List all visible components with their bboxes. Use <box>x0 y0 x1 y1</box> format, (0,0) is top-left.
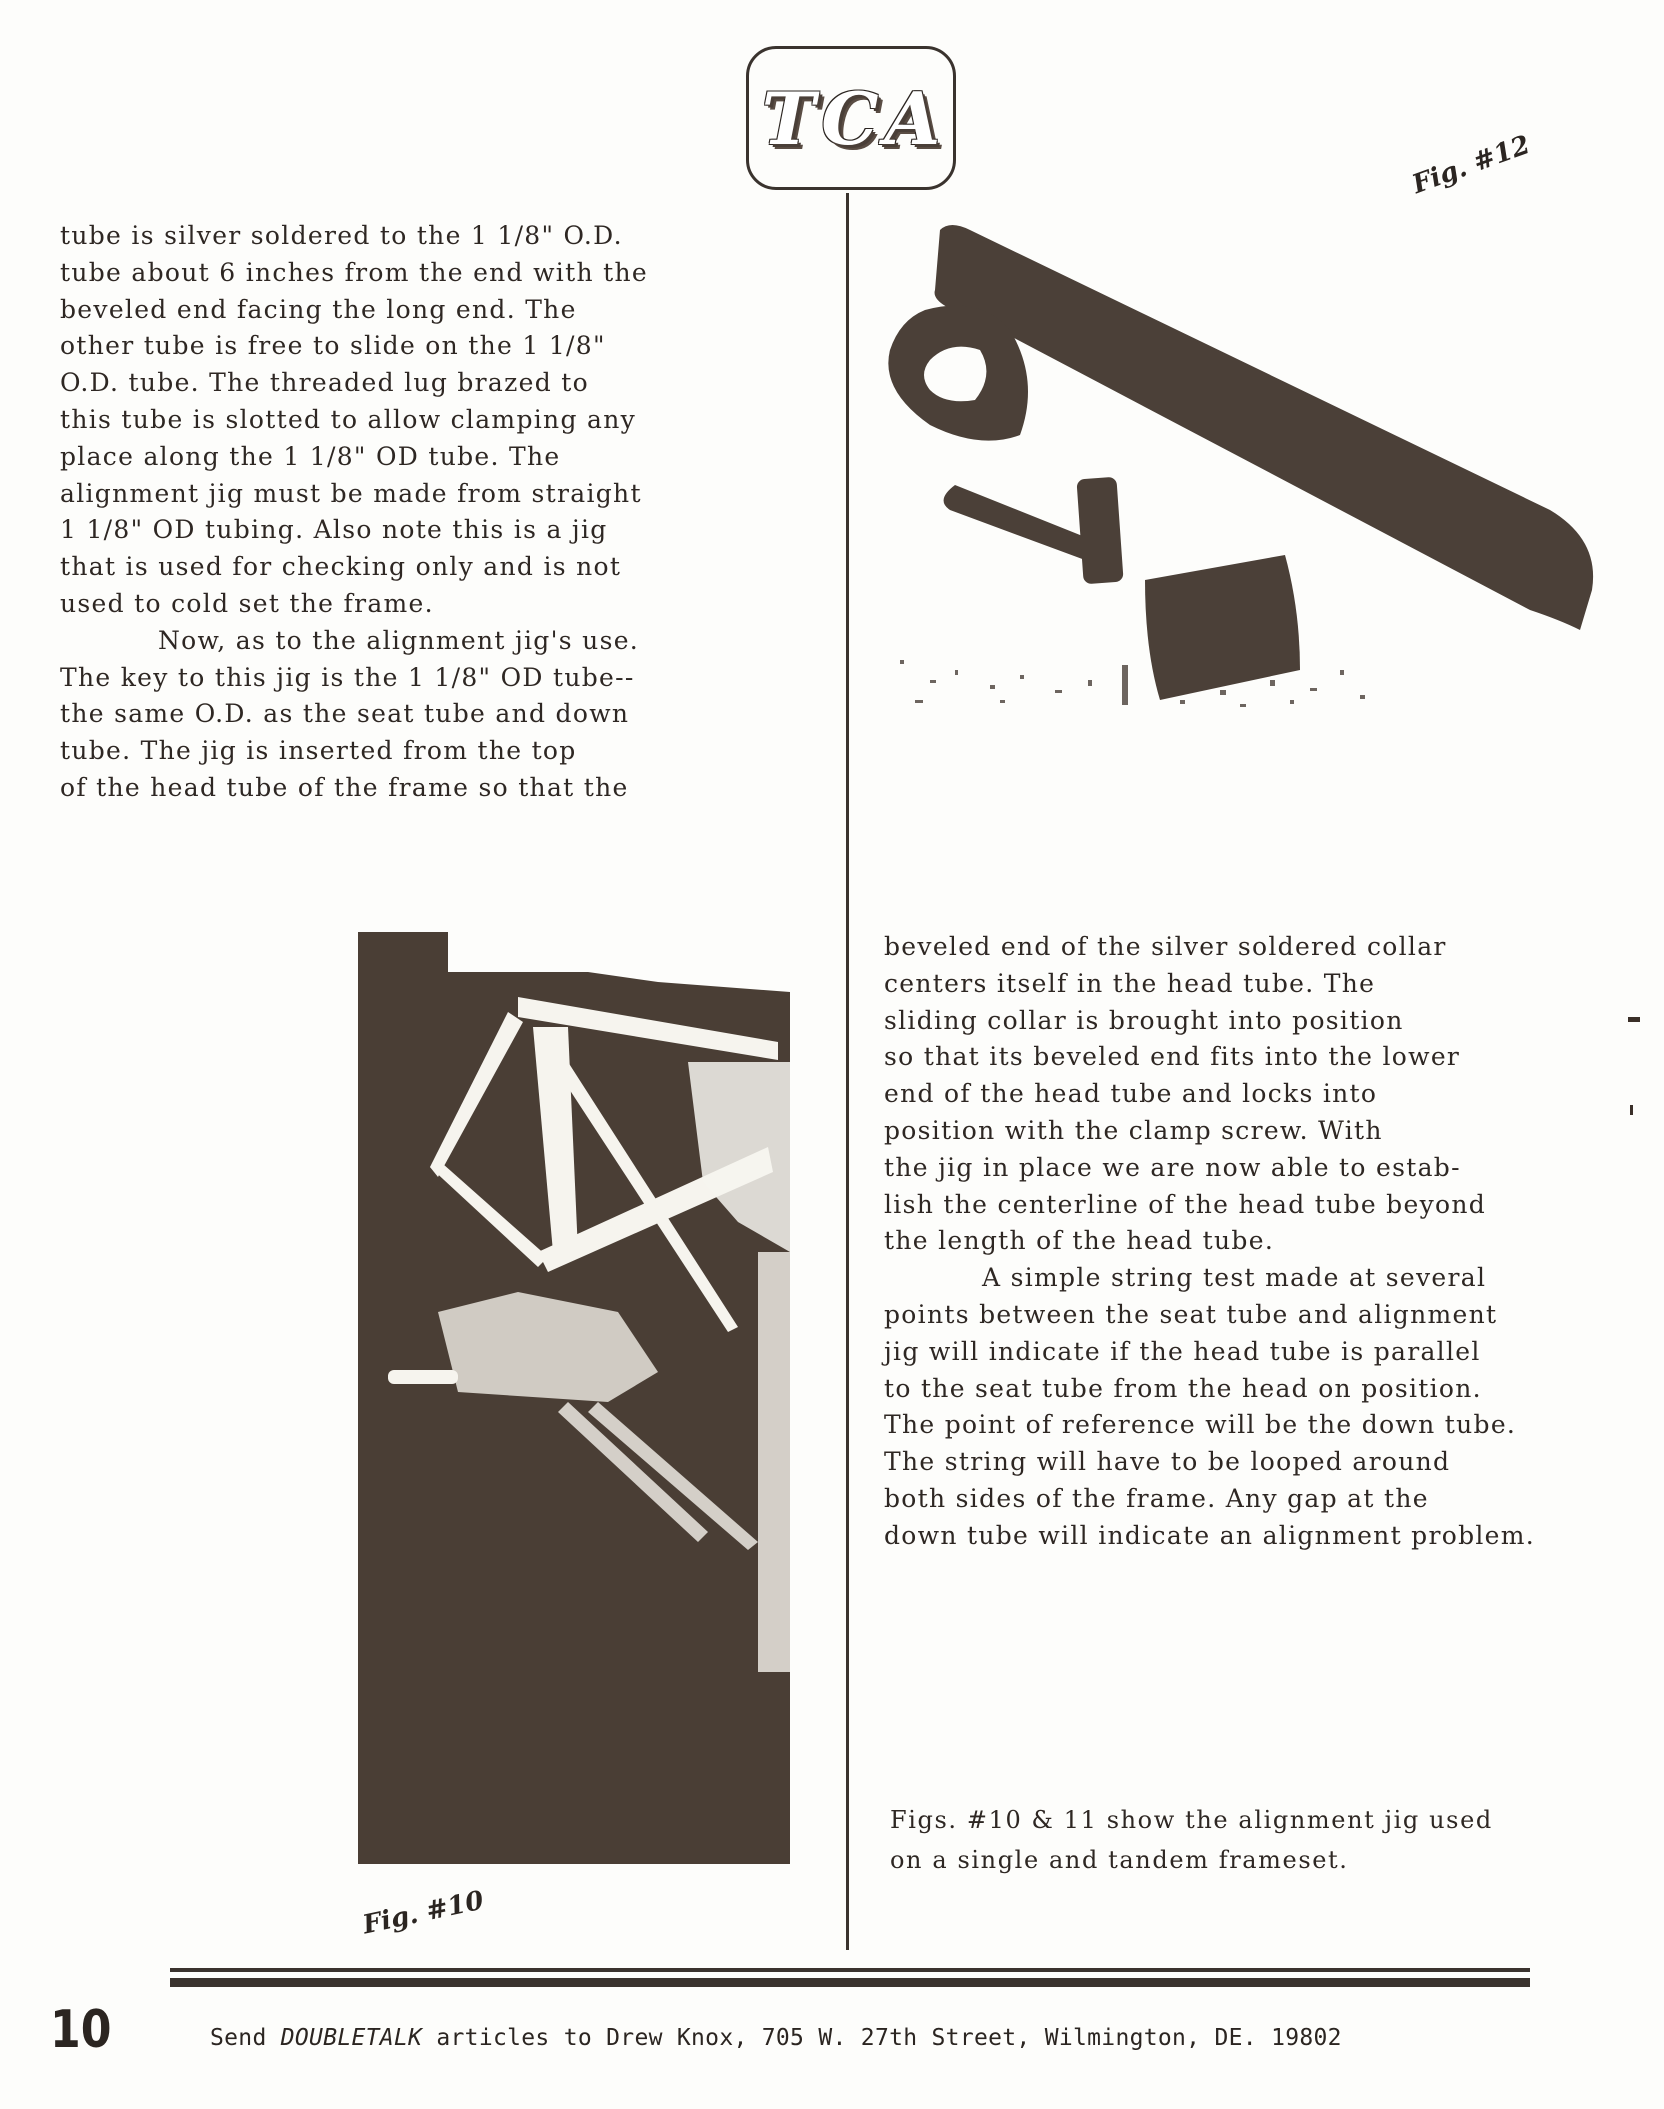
right-post <box>758 1252 790 1672</box>
footer-rule-thick <box>170 1978 1530 1987</box>
text-line: so that its beveled end fits into the lower <box>884 1042 1461 1072</box>
footer-address: articles to Drew Knox, 705 W. 27th Street, Wilmington, DE. 19802 <box>422 2025 1342 2051</box>
short-tube-2 <box>1076 477 1123 585</box>
logo-letter-c: C <box>821 75 879 161</box>
caption-line: on a single and tandem frameset. <box>890 1846 1349 1874</box>
scan-mark <box>1628 1017 1640 1022</box>
left-column-text <box>60 218 648 807</box>
fig12-label: Fig. #12 <box>1408 129 1535 201</box>
text-line: A simple string test made at several <box>982 1263 1487 1293</box>
scan-mark <box>1630 1105 1633 1115</box>
text-line: the jig in place we are now able to estab- <box>884 1152 1461 1182</box>
footer-rule-thin <box>170 1968 1530 1972</box>
text-line: the length of the head tube. <box>884 1226 1275 1256</box>
footer-prefix: Send <box>210 2025 281 2051</box>
text-line: tube. The jig is inserted from the top <box>60 736 577 766</box>
text-line: used to cold set the frame. <box>60 588 434 618</box>
text-line: both sides of the frame. Any gap at the <box>884 1483 1429 1513</box>
text-line: beveled end facing the long end. The <box>60 294 577 324</box>
text-line: Now, as to the alignment jig's use. <box>158 625 640 655</box>
text-line: tube about 6 inches from the end with the <box>60 257 648 287</box>
text-line: other tube is free to slide on the 1 1/8" <box>60 331 606 361</box>
publication-name: DOUBLETALK <box>280 2025 423 2051</box>
text-line: position with the clamp screw. With <box>884 1115 1383 1145</box>
text-line: alignment jig must be made from straight <box>60 478 642 508</box>
tca-logo <box>746 46 956 190</box>
logo-letter-a: A <box>884 75 941 161</box>
text-line: of the head tube of the frame so that the <box>60 772 629 802</box>
figure-caption <box>890 1800 1493 1880</box>
text-line: centers itself in the head tube. The <box>884 968 1376 998</box>
text-line: to the seat tube from the head on position. <box>884 1373 1482 1403</box>
handle <box>388 1370 458 1384</box>
right-column-text <box>884 929 1535 1555</box>
text-line: end of the head tube and locks into <box>884 1079 1378 1109</box>
text-line: place along the 1 1/8" OD tube. The <box>60 441 561 471</box>
text-line: points between the seat tube and alignment <box>884 1299 1498 1329</box>
text-line: O.D. tube. The threaded lug brazed to <box>60 368 589 398</box>
fig12-photo <box>860 210 1660 880</box>
text-line: The point of reference will be the down tube. <box>884 1410 1517 1440</box>
column-divider <box>846 193 849 1950</box>
text-line: beveled end of the silver soldered collar <box>884 932 1447 961</box>
page-number: 10 <box>50 2000 112 2060</box>
text-line: tube is silver soldered to the 1 1/8" O.D. <box>60 221 623 250</box>
text-line: this tube is slotted to allow clamping any <box>60 404 637 434</box>
fig10-photo <box>358 932 790 1864</box>
text-line: 1 1/8" OD tubing. Also note this is a jig <box>60 515 608 545</box>
text-line: the same O.D. as the seat tube and down <box>60 699 630 729</box>
text-line: jig will indicate if the head tube is parallel <box>884 1336 1481 1366</box>
text-line: The string will have to be looped around <box>884 1447 1451 1477</box>
text-line: that is used for checking only and is not <box>60 552 622 582</box>
footer-text <box>210 2025 1342 2051</box>
caption-line: Figs. #10 & 11 show the alignment jig used <box>890 1806 1493 1834</box>
fig10-label: Fig. #10 <box>360 1885 487 1941</box>
text-line: The key to this jig is the 1 1/8" OD tube-- <box>60 662 635 692</box>
text-line: lish the centerline of the head tube beyond <box>884 1189 1487 1219</box>
logo-letter-t: T <box>761 75 816 161</box>
text-line: down tube will indicate an alignment problem. <box>884 1520 1536 1550</box>
fig10-image <box>358 932 790 1864</box>
wide-tube <box>1145 555 1300 700</box>
text-line: sliding collar is brought into position <box>884 1005 1404 1035</box>
